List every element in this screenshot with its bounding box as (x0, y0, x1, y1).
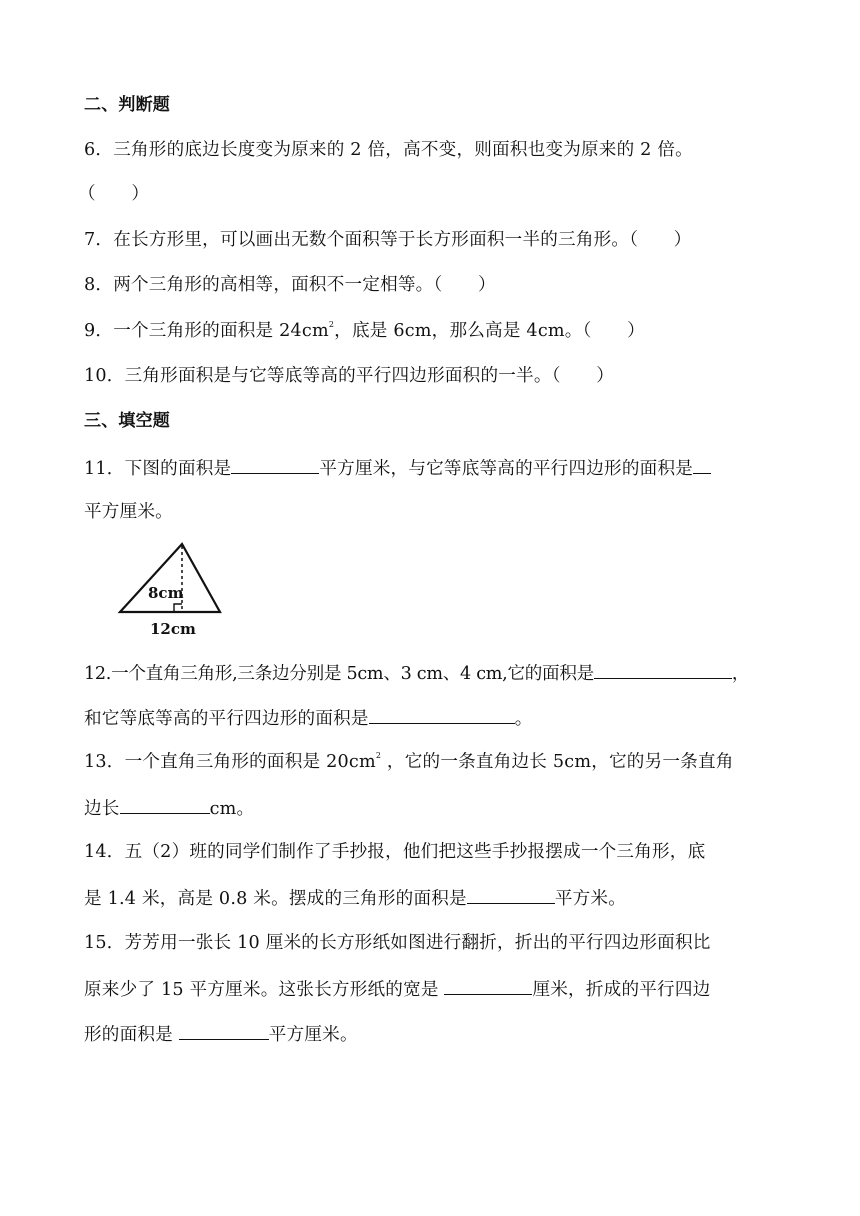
answer-blank[interactable] (369, 704, 515, 724)
base-label: 12cm (150, 620, 196, 638)
question-11-line2: 平方厘米。 (84, 502, 173, 522)
question-13-part-a: 13．一个直角三角形的面积是 20cm (84, 752, 376, 772)
answer-blank[interactable] (444, 975, 532, 995)
answer-blank[interactable] (231, 454, 319, 474)
question-9-part-a: 9．一个三角形的面积是 24cm (84, 321, 329, 341)
question-15-line1: 15．芳芳用一张长 10 厘米的长方形纸如图进行翻折，折出的平行四边形面积比 (84, 933, 711, 953)
height-label: 8cm (148, 584, 184, 602)
answer-blank[interactable] (120, 794, 210, 814)
question-7-text: 7．在长方形里，可以画出无数个面积等于长方形面积一半的三角形。（ ） (84, 230, 692, 250)
question-10-text: 10．三角形面积是与它等底等高的平行四边形面积的一半。（ ） (84, 366, 615, 386)
section-title-fill-in: 三、填空题 (84, 411, 170, 431)
question-12-line1 (84, 659, 784, 687)
question-14-part-b: 平方米。 (554, 889, 627, 909)
question-15-part-c: 形的面积是 (84, 1025, 179, 1045)
superscript-2: 2 (375, 751, 382, 760)
question-11-line1 (84, 454, 784, 482)
question-15-part-d: 平方厘米。 (268, 1025, 358, 1045)
answer-blank[interactable] (594, 659, 732, 679)
question-6-answer-bracket[interactable]: （ ） (78, 184, 150, 204)
question-14-line2 (84, 884, 784, 912)
answer-blank[interactable] (693, 454, 711, 474)
question-13-part-d: cm。 (209, 799, 255, 819)
triangle-figure (116, 540, 232, 640)
question-15-part-b: 厘米，折成的平行四边 (532, 980, 711, 1000)
question-15-part-a: 原来少了 15 平方厘米。这张长方形纸的宽是 (84, 980, 445, 1000)
question-14-line1: 14．五（2）班的同学们制作了手抄报，他们把这些手抄报摆成一个三角形，底 (84, 842, 706, 862)
question-13-line1 (84, 749, 784, 775)
question-13-line2 (84, 794, 784, 822)
question-6-text: 6．三角形的底边长度变为原来的 2 倍，高不变，则面积也变为原来的 2 倍。 (84, 140, 693, 160)
question-13-part-c: 边长 (84, 799, 120, 819)
question-11-part-a: 11．下图的面积是 (84, 459, 232, 479)
question-12-part-a: 12.一个直角三角形,三条边分别是 5cm、3 cm、4 cm,它的面积是 (84, 664, 594, 684)
question-9-text (84, 318, 784, 344)
question-12-part-b: ， (731, 664, 750, 684)
question-12-part-d: 。 (514, 709, 533, 729)
section-title-judgement: 二、判断题 (84, 95, 170, 115)
answer-blank[interactable] (179, 1020, 269, 1040)
question-14-part-a: 是 1.4 米，高是 0.8 米。摆成的三角形的面积是 (84, 889, 467, 909)
question-11-part-b: 平方厘米，与它等底等高的平行四边形的面积是 (319, 459, 694, 479)
question-15-line3 (84, 1020, 784, 1048)
question-12-part-c: 和它等底等高的平行四边形的面积是 (84, 709, 369, 729)
answer-blank[interactable] (467, 884, 555, 904)
question-15-line2 (84, 975, 784, 1003)
question-13-part-b: ，它的一条直角边长 5cm，它的另一条直角 (381, 752, 734, 772)
question-12-line2 (84, 704, 784, 732)
question-8-text: 8．两个三角形的高相等，面积不一定相等。（ ） (84, 275, 496, 295)
question-9-part-b: ，底是 6cm，那么高是 4cm。（ ） (334, 321, 645, 341)
superscript-2: 2 (328, 320, 335, 329)
right-angle-marker (174, 604, 182, 612)
